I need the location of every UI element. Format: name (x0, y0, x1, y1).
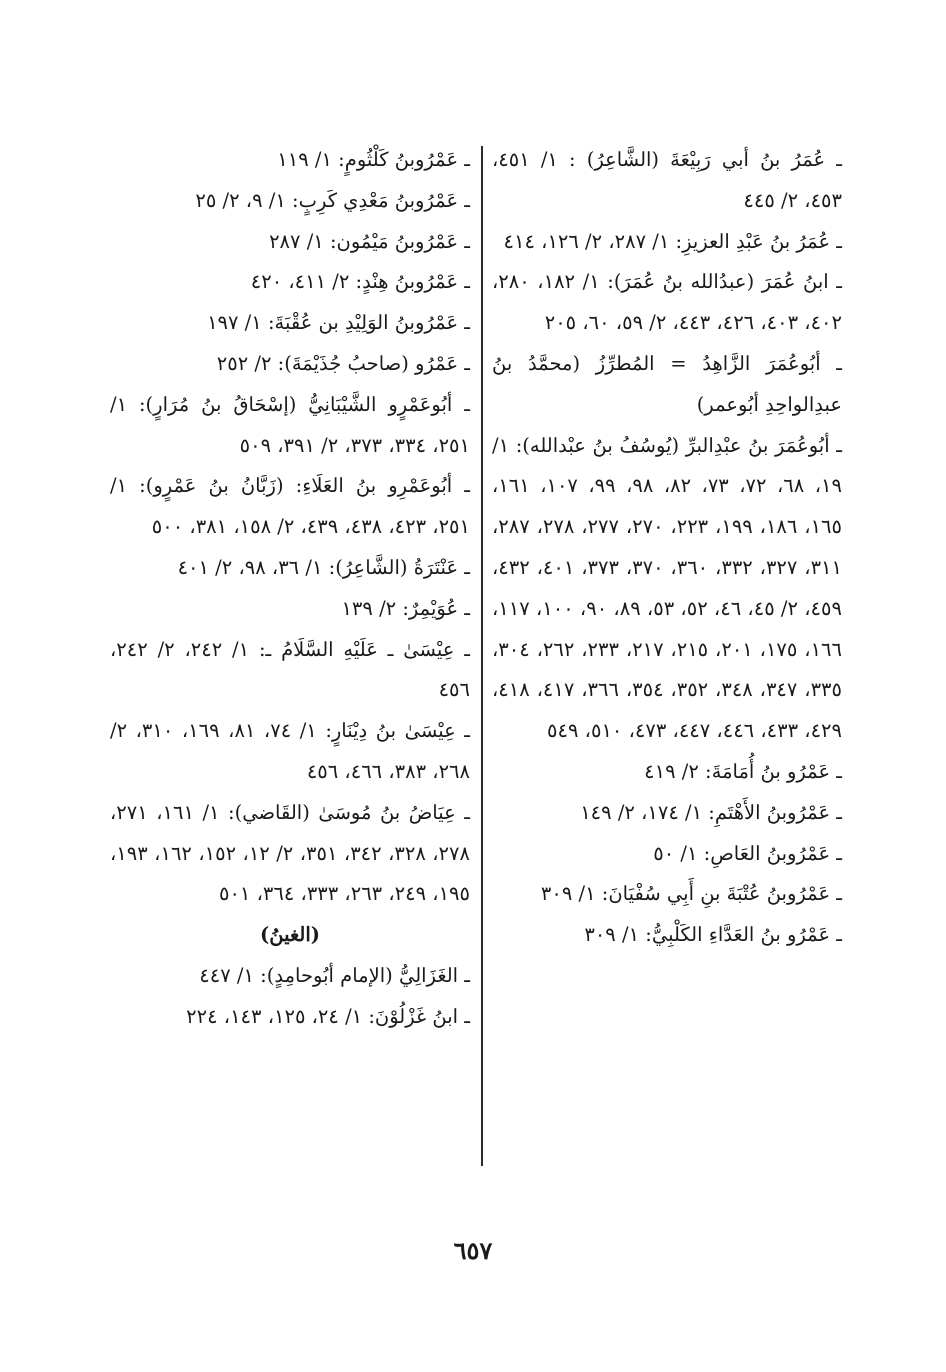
index-entry: ـ عَمْرُو بنُ العَدَّاءِ الكَلْبِيُّ: ١/ ٣٠٩ (584, 923, 842, 947)
index-entry: ـ عُوَيْمِرٌ: ٢/ ١٣٩ (341, 596, 470, 620)
index-entry: ـ عَنْتَرَةُ (الشَّاعِرُ): ١/ ٣٦، ٩٨، ٢/ ٤٠١ (177, 555, 470, 579)
index-entry: ـ أبُوعَمْرِو بنُ العَلَاءِ: (زَبَّانُ بنُ عَمْرٍو): ١/ ٢٥١، ٤٢٣، ٤٣٨، ٤٣٩، ٢/ ١٥٨، ٣٨١، ٥٠٠ (110, 474, 470, 539)
index-entry: ـ أبُوعُمَرَ بنُ عبْدِالبرِّ (يُوسُفُ بنُ عبْدالله): ١/ ١٩، ٦٨، ٧٢، ٧٣، ٨٢، ٩٨، ٩٩، ١٠٧، ١٦١، ١٦٥، ١٨٦، ١٩٩، ٢٢٣، ٢٧٠، ٢٧٧، ٢٧٨، ٢٨٧، ٣١١، ٣٢٧، ٣٣٢، ٣٦٠، ٣٧٠، ٣٧٣، ٤٠١، ٤٣٢، ٤٥٩، ٢/ ٤٥، ٤٦، ٥٢، ٥٣، ٨٩، ٩٠، ١٠٠، ١١٧، ١٦٦، ١٧٥، ٢٠١، ٢١٥، ٢١٧، ٢٣٣، ٢٦٢، ٣٠٤، ٣٣٥، ٣٤٧، ٣٤٨، ٣٥٢، ٣٥٤، ٣٦٦، ٤١٧، ٤١٨، ٤٢٩، ٤٣٣، ٤٤٦، ٤٤٧، ٤٧٣، ٥١٠، ٥٤٩ (492, 433, 842, 743)
index-entry: ـ عَمْرُوبنُ العَاصِ: ١/ ٥٠ (653, 841, 842, 865)
index-entry: ـ الغَزَالِيُّ (الإمام أبُوحامِدٍ): ١/ ٤٤٧ (199, 963, 470, 987)
index-entry: ـ عُمَرُ بنُ أبي رَبِيْعَةَ (الشَّاعِرُ) : ١/ ٤٥١، ٤٥٣، ٢/ ٤٤٥ (492, 148, 842, 212)
index-entry: ـ أبُوعَمْرٍو الشَّيْبَانِيُّ (إسْحَاقُ بنُ مُرَارٍ): ١/ ٢٥١، ٣٣٤، ٣٧٣، ٢/ ٣٩١، ٥٠٩ (110, 392, 470, 457)
index-column-right (492, 140, 842, 956)
index-entry: ـ ابنُ غَزْلُوْنَ: ١/ ٢٤، ١٢٥، ١٤٣، ٢٢٤ (186, 1004, 470, 1028)
index-entry: ـ عَمْرُوبنُ كَلْثُومٍ: ١/ ١١٩ (277, 148, 470, 171)
index-entry: ـ عَمْرُوبنُ الوَلِيْدِ بن عُقْبَةَ: ١/ ١٩٧ (207, 311, 470, 335)
column-divider (481, 146, 483, 1166)
index-entry: ـ ابنُ عُمَرَ (عبدُالله بنُ عُمَرَ): ١/ ١٨٢، ٢٨٠، ٤٠٢، ٤٠٣، ٤٢٦، ٤٤٣، ٢/ ٥٩، ٦٠، ٢٠٥ (492, 270, 842, 335)
index-entry: ـ أبُوعُمَرَ الزَّاهِدُ = المُطرِّزُ (محمَّدُ بنُ عبدِالواحِدِ أبُوعمر) (492, 351, 842, 416)
index-entry: ـ عَمْرُوبنُ عُتْبَةَ بنِ أَبِي سُفْيَانَ: ١/ ٣٠٩ (540, 882, 842, 906)
index-entry: ـ عَمْرُوبنُ مَيْمُون: ١/ ٢٨٧ (269, 229, 470, 253)
index-entry: ـ عَمْرُوبنُ الأَهْتَمِ: ١/ ١٧٤، ٢/ ١٤٩ (580, 800, 842, 824)
index-entry: ـ عَمْرُو (صاحبُ جُذَيْمَةَ): ٢/ ٢٥٢ (216, 351, 470, 375)
index-column-left (110, 140, 470, 1038)
index-entry: ـ عِيْسَىٰ ـ عَلَيْهِ السَّلَامُ ـ: ١/ ٢٤٢، ٢/ ٢٤٢، ٤٥٦ (110, 637, 470, 702)
section-heading: (الغينُ) (260, 923, 320, 947)
page-number: ٦٥٧ (453, 1236, 493, 1265)
index-entry: ـ عِيْسَىٰ بنُ دِيْنَارٍ: ١/ ٧٤، ٨١، ١٦٩، ٣١٠، ٢/ ٢٦٨، ٣٨٣، ٤٦٦، ٤٥٦ (110, 719, 471, 783)
index-entry: ـ عَمْرُوبنُ هِنْدٍ: ٢/ ٤١١، ٤٢٠ (250, 270, 470, 294)
index-entry: ـ عَمْرُوبنُ مَعْدِي كَرِبٍ: ١/ ٩، ٢/ ٢٥ (195, 188, 470, 212)
index-entry: ـ عَمْرُو بنُ أُمَامَةَ: ٢/ ٤١٩ (644, 759, 842, 783)
index-entry: ـ عِيَاضُ بنُ مُوسَىٰ (القَاضي): ١/ ١٦١، ٢٧١، ٢٧٨، ٣٢٨، ٣٤٢، ٣٥١، ٢/ ١٢، ١٥٢، ١٦٢، ١٩٣، ١٩٥، ٢٤٩، ٢٦٣، ٣٣٣، ٣٦٤، ٥٠١ (110, 800, 470, 906)
index-entry: ـ عُمَرُ بنُ عَبْدِ العزيزِ: ١/ ٢٨٧، ٢/ ١٢٦، ٤١٤ (503, 229, 842, 253)
